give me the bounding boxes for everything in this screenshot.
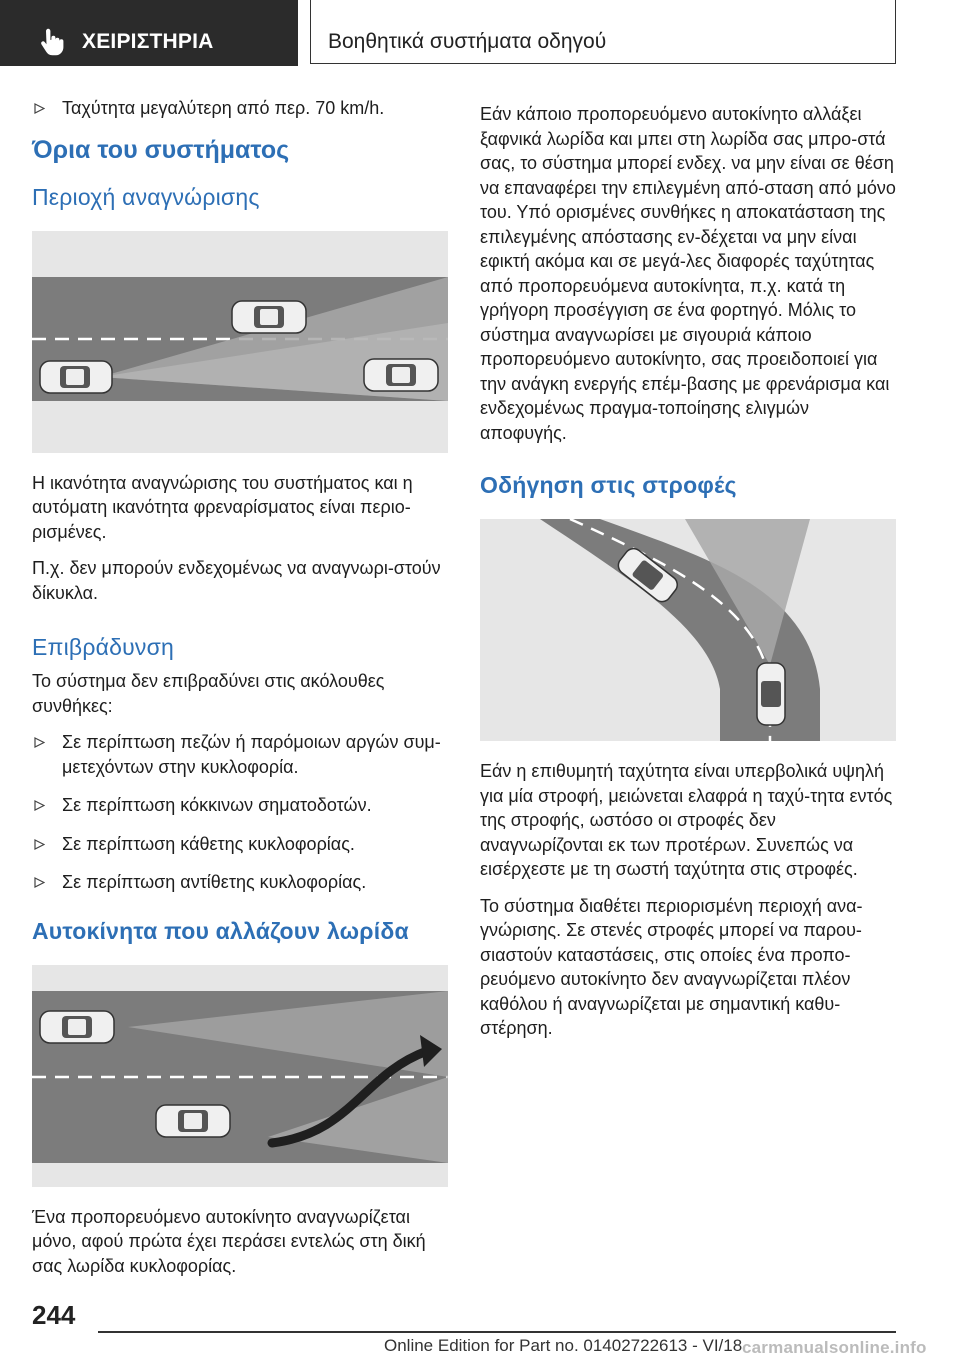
heading-driving-in-curves: Οδήγηση στις στροφές xyxy=(480,472,737,498)
heading-lane-change: Αυτοκίνητα που αλλάζουν λωρίδα xyxy=(32,917,409,944)
hand-pointer-icon xyxy=(38,28,64,56)
paragraph: Εάν η επιθυμητή ταχύτητα είναι υπερβολικά υψηλή για μία στροφή, μειώνεται ελαφρά η ταχύ-τητα εντός της στροφής, ωστόσο οι στροφές δεν αναγνωρίζονται εκ των προτέρων. Συνεπώς να εισέρχεστε με τη σωστή ταχύτητα στις στροφές. xyxy=(480,761,893,879)
watermark: carmanualsonline.info xyxy=(742,1338,927,1357)
lane-change-illustration xyxy=(32,965,448,1187)
figure-detection-range xyxy=(32,231,448,453)
list-item-text: Σε περίπτωση κόκκινων σηματοδοτών. xyxy=(62,795,372,815)
figure-curve xyxy=(480,519,896,741)
list-item-text: Σε περίπτωση κάθετης κυκλοφορίας. xyxy=(62,833,355,854)
list-item-text: Ταχύτητα μεγαλύτερη από περ. 70 km/h. xyxy=(62,98,385,118)
chapter-tab[interactable] xyxy=(0,0,298,66)
triangle-bullet-icon xyxy=(34,877,45,888)
list-item-text: Σε περίπτωση αντίθετης κυκλοφορίας. xyxy=(62,872,367,892)
paragraph: Π.χ. δεν μπορούν ενδεχομένως να αναγνωρι-στούν δίκυκλα. xyxy=(32,558,441,603)
chapter-tab-label: ΧΕΙΡΙΣΤΗΡΙΑ xyxy=(82,30,214,53)
triangle-bullet-icon xyxy=(34,800,45,811)
paragraph: Ένα προπορευόμενο αυτοκίνητο αναγνωρίζεται μόνο, αφού πρώτα έχει περάσει εντελώς στη δική σας λωρίδα κυκλοφορίας. xyxy=(32,1206,426,1276)
figure-lane-change xyxy=(32,965,448,1187)
heading-deceleration: Επιβράδυνση xyxy=(32,634,174,660)
paragraph: Το σύστημα διαθέτει περιορισμένη περιοχή ανα-γνώρισης. Σε στενές στροφές μπορεί να παρου-σιαστούν καταστάσεις, στις οποίες ένα προπο-ρευόμενο αυτοκίνητο δεν αναγνωρίζεται πλέον καθόλου ή αναγνωρίζεται με σημαντική καθυ-στέρηση. xyxy=(480,895,863,1038)
car-ahead-own-lane xyxy=(364,359,438,391)
list-item xyxy=(32,870,448,895)
curve-illustration xyxy=(480,519,896,741)
car-own xyxy=(156,1105,230,1137)
detection-range-illustration xyxy=(32,231,448,453)
car-own xyxy=(757,663,785,725)
list-item xyxy=(32,730,448,779)
triangle-bullet-icon xyxy=(34,737,45,748)
edition-note: Online Edition for Part no. 01402722613 - VI/18 xyxy=(384,1336,743,1355)
right-column xyxy=(480,102,896,1053)
heading-system-limits: Όρια του συστήματος xyxy=(32,135,290,164)
list-item xyxy=(32,96,448,121)
car-changing-lane xyxy=(40,1011,114,1043)
paragraph: Η ικανότητα αναγνώρισης του συστήματος και η αυτόματη ικανότητα φρεναρίσματος είναι περιο-ρισμένες. xyxy=(32,472,413,542)
triangle-bullet-icon xyxy=(34,103,45,114)
paragraph: Το σύστημα δεν επιβραδύνει στις ακόλουθες συνθήκες: xyxy=(32,671,385,716)
paragraph: Εάν κάποιο προπορευόμενο αυτοκίνητο αλλάξει ξαφνικά λωρίδα και μπει στη λωρίδα σας μπρο-στά σας, το σύστημα μπορεί ενδεχ. να μην είναι σε θέση να επαναφέρει την επιλεγμένη από-σταση από μόνο του. Υπό ορισμένες συνθήκες η αποκατάσταση της επιλεγμένης απόστασης εν-δέχεται να μην είναι εφικτή ακόμα και σε μεγά-λες διαφορές ταχύτητας από προπορευόμενα αυτοκίνητα, π.χ. κατά τη γρήγορη προσέγγιση σε ένα φορτηγό. Μόλις το σύστημα αναγνωρίσει με σιγουριά κάποιο προπορευόμενο αυτοκίνητο, σας προειδοποιεί για την ανάγκη ενεργής επέμ-βασης με φρενάρισμα και ενδεχομένως πραγμα-τοποίησης ελιγμών αποφυγής. xyxy=(480,104,896,443)
car-ahead-left-lane xyxy=(232,301,306,333)
list-item xyxy=(32,832,448,857)
page-header xyxy=(0,0,960,66)
triangle-bullet-icon xyxy=(34,839,45,850)
car-own xyxy=(40,361,112,393)
footer-rule xyxy=(98,1331,896,1333)
list-item xyxy=(32,793,448,818)
left-column xyxy=(32,96,448,1290)
page-number: 244 xyxy=(32,1300,76,1330)
heading-detection-range: Περιοχή αναγνώρισης xyxy=(32,183,260,210)
list-item-text: Σε περίπτωση πεζών ή παρόμοιων αργών συμ-μετεχόντων στην κυκλοφορία. xyxy=(62,732,441,777)
section-title: Βοηθητικά συστήματα οδηγού xyxy=(328,30,607,53)
